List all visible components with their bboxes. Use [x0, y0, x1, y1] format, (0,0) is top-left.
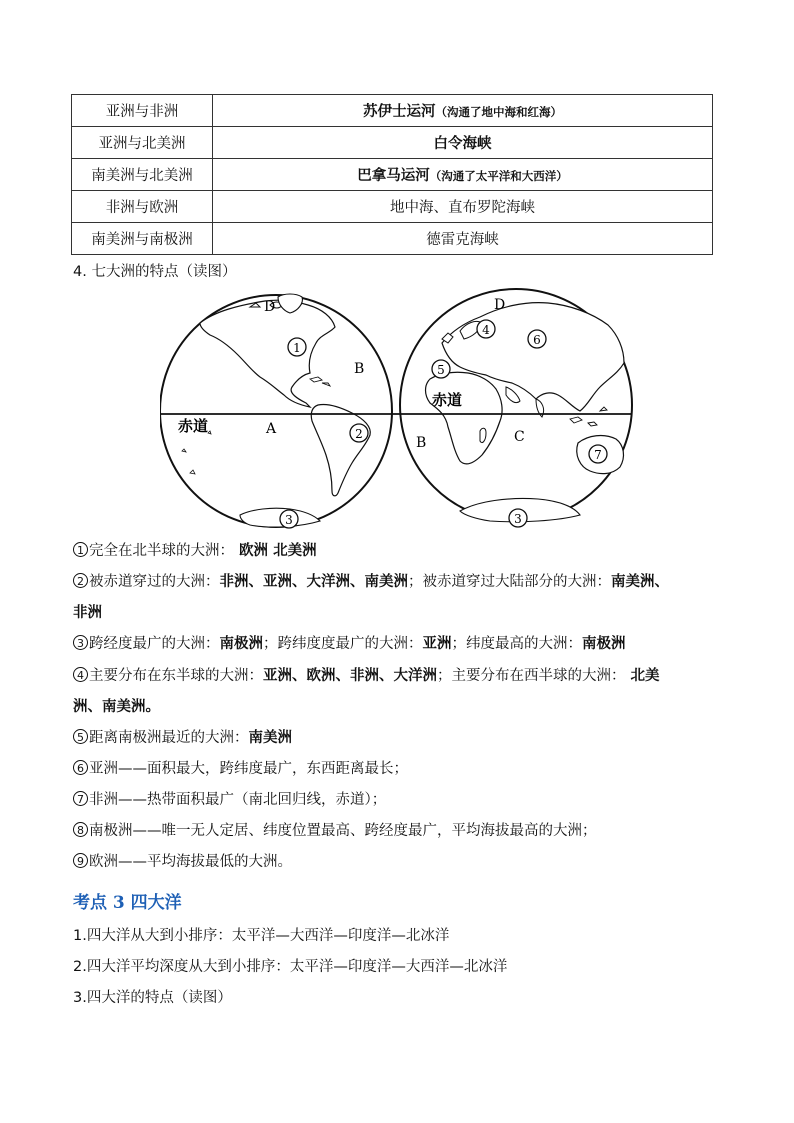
section3-item-3: 3.四大洋的特点（读图） — [73, 990, 232, 1006]
letter-c: C — [514, 429, 525, 445]
label-3-right — [509, 509, 527, 527]
feature-4-continued: 洲、南美洲。 — [73, 699, 160, 715]
continent-pair-cell: 亚洲与北美洲 — [72, 127, 213, 159]
feature-6: 6 亚洲——面积最大，跨纬度最广，东西距离最长； — [73, 759, 408, 779]
western-hemisphere — [160, 294, 392, 527]
svg-text:3: 3 — [514, 512, 522, 526]
letter-d-left: D — [264, 299, 276, 315]
straits-row — [72, 159, 713, 191]
svg-text:7: 7 — [594, 448, 602, 462]
straits-table — [71, 94, 713, 255]
feature-number: 6 — [73, 760, 88, 775]
straits-row — [72, 191, 713, 223]
straits-row — [72, 223, 713, 255]
world-hemispheres-map — [160, 283, 635, 533]
label-1 — [288, 338, 306, 356]
letter-a: A — [266, 421, 277, 437]
straits-row — [72, 95, 713, 127]
feature-7: 7 非洲——热带面积最广（南北回归线，赤道）； — [73, 790, 386, 810]
label-3-left — [280, 510, 298, 528]
feature-2-continued: 非洲 — [73, 605, 102, 621]
strait-name: 苏伊士运河 — [363, 104, 436, 120]
feature-2: 2 被赤道穿过的大洲：非洲、亚洲、大洋洲、南美洲；被赤道穿过大陆部分的大洲：南美洲、 — [73, 572, 669, 592]
feature-number: 5 — [73, 729, 88, 744]
strait-cell — [213, 223, 713, 255]
strait-name: 白令海峡 — [433, 136, 492, 152]
section3-title: 考点 3 四大洋 — [73, 893, 182, 913]
feature-3: 3 跨经度最广的大洲：南极洲；跨纬度度最广的大洲：亚洲；纬度最高的大洲：南极洲 — [73, 634, 626, 654]
svg-text:3: 3 — [285, 513, 293, 527]
strait-name: 巴拿马运河 — [357, 168, 430, 184]
svg-text:5: 5 — [437, 363, 445, 377]
strait-note: （沟通了地中海和红海） — [435, 105, 562, 119]
equator-label-right: 赤道 — [432, 391, 463, 409]
label-7 — [589, 445, 607, 463]
feature-9: 9 欧洲——平均海拔最低的大洲。 — [73, 852, 292, 872]
label-2 — [350, 424, 368, 442]
feature-number: 1 — [73, 542, 88, 557]
svg-text:2: 2 — [355, 427, 363, 441]
svg-text:1: 1 — [293, 341, 301, 355]
continent-pair-cell: 南美洲与南极洲 — [72, 223, 213, 255]
letter-b-left: B — [354, 361, 365, 377]
feature-8: 8 南极洲——唯一无人定居、纬度位置最高、跨经度最广，平均海拔最高的大洲； — [73, 821, 597, 841]
letter-b-right: B — [416, 435, 427, 451]
letter-d-right: D — [494, 297, 506, 313]
strait-note: （沟通了太平洋和大西洋） — [429, 169, 568, 183]
feature-number: 7 — [73, 791, 88, 806]
strait-name: 地中海、直布罗陀海峡 — [390, 200, 535, 216]
feature-4: 4 主要分布在东半球的大洲：亚洲、欧洲、非洲、大洋洲；主要分布在西半球的大洲： 北美 — [73, 666, 660, 686]
section3-item-2: 2.四大洋平均深度从大到小排序：太平洋—印度洋—大西洋—北冰洋 — [73, 959, 508, 975]
straits-row — [72, 127, 713, 159]
label-4 — [477, 320, 495, 338]
continent-pair-cell: 南美洲与北美洲 — [72, 159, 213, 191]
feature-5: 5 距离南极洲最近的大洲：南美洲 — [73, 728, 292, 748]
feature-number: 9 — [73, 853, 88, 868]
feature-number: 3 — [73, 635, 88, 650]
feature-number: 2 — [73, 573, 88, 588]
svg-text:4: 4 — [482, 323, 490, 337]
strait-cell — [213, 95, 713, 127]
continent-pair-cell: 非洲与欧洲 — [72, 191, 213, 223]
strait-cell — [213, 127, 713, 159]
label-6 — [528, 330, 546, 348]
feature-number: 4 — [73, 667, 88, 682]
section4-heading: 4. 七大洲的特点（读图） — [73, 264, 237, 280]
strait-cell — [213, 191, 713, 223]
feature-1: 1 完全在北半球的大洲： 欧洲 北美洲 — [73, 541, 317, 561]
equator-label-left: 赤道 — [178, 417, 209, 435]
feature-number: 8 — [73, 822, 88, 837]
section3-item-1: 1.四大洋从大到小排序：太平洋—大西洋—印度洋—北冰洋 — [73, 928, 450, 944]
strait-name: 德雷克海峡 — [426, 232, 499, 248]
strait-cell — [213, 159, 713, 191]
label-5 — [432, 360, 450, 378]
svg-text:6: 6 — [533, 333, 541, 347]
continent-pair-cell: 亚洲与非洲 — [72, 95, 213, 127]
